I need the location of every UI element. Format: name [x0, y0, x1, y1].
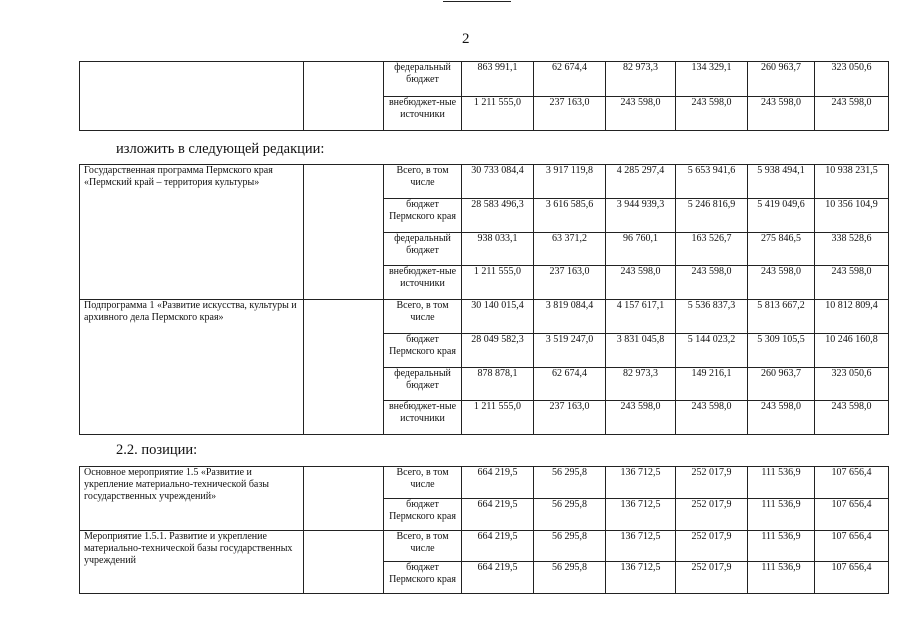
- budget-value: 28 583 496,3: [462, 198, 534, 232]
- budget-value: 243 598,0: [676, 96, 748, 131]
- funding-source: Всего, в том числе: [384, 530, 462, 562]
- blank-column-cell: [304, 62, 384, 131]
- budget-value: 3 519 247,0: [534, 333, 606, 367]
- program-label: Основное мероприятие 1.5 «Развитие и укрепление материально-технической базы государственных учреждений»: [80, 467, 304, 531]
- funding-source: бюджет Пермского края: [384, 198, 462, 232]
- funding-source: бюджет Пермского края: [384, 562, 462, 594]
- budget-value: 5 144 023,2: [676, 333, 748, 367]
- blank-column-cell: [304, 530, 384, 594]
- table-row: [80, 530, 889, 562]
- budget-value: 878 878,1: [462, 367, 534, 401]
- budget-value: 938 033,1: [462, 232, 534, 266]
- budget-value: 10 356 104,9: [815, 198, 889, 232]
- funding-source: федеральный бюджет: [384, 367, 462, 401]
- budget-value: 134 329,1: [676, 62, 748, 97]
- table-row: [80, 300, 889, 334]
- budget-value: 243 598,0: [748, 401, 815, 435]
- budget-value: 136 712,5: [606, 562, 676, 594]
- budget-value: 243 598,0: [606, 96, 676, 131]
- budget-value: 275 846,5: [748, 232, 815, 266]
- budget-value: 243 598,0: [748, 96, 815, 131]
- budget-value: 252 017,9: [676, 530, 748, 562]
- funding-source: бюджет Пермского края: [384, 498, 462, 530]
- budget-value: 96 760,1: [606, 232, 676, 266]
- budget-value: 5 309 105,5: [748, 333, 815, 367]
- budget-value: 323 050,6: [815, 367, 889, 401]
- budget-value: 56 295,8: [534, 498, 606, 530]
- funding-source: федеральный бюджет: [384, 62, 462, 97]
- program-label: [80, 62, 304, 131]
- blank-column-cell: [304, 300, 384, 435]
- budget-value: 107 656,4: [815, 498, 889, 530]
- budget-value: 863 991,1: [462, 62, 534, 97]
- budget-value: 260 963,7: [748, 62, 815, 97]
- table-row: [80, 165, 889, 199]
- heading-new-edition: изложить в следующей редакции:: [116, 141, 325, 157]
- funding-source: внебюджет-ные источники: [384, 401, 462, 435]
- budget-value: 3 831 045,8: [606, 333, 676, 367]
- budget-value: 4 157 617,1: [606, 300, 676, 334]
- blank-column-cell: [304, 467, 384, 531]
- budget-value: 1 211 555,0: [462, 266, 534, 300]
- funding-source: Всего, в том числе: [384, 467, 462, 499]
- budget-value: 62 674,4: [534, 367, 606, 401]
- budget-value: 136 712,5: [606, 530, 676, 562]
- budget-value: 243 598,0: [815, 401, 889, 435]
- budget-value: 111 536,9: [748, 562, 815, 594]
- budget-table-main: [79, 164, 889, 435]
- budget-value: 82 973,3: [606, 62, 676, 97]
- table-row: [80, 467, 889, 499]
- budget-value: 664 219,5: [462, 530, 534, 562]
- budget-value: 252 017,9: [676, 467, 748, 499]
- budget-value: 149 216,1: [676, 367, 748, 401]
- budget-value: 30 733 084,4: [462, 165, 534, 199]
- budget-value: 10 812 809,4: [815, 300, 889, 334]
- budget-value: 111 536,9: [748, 530, 815, 562]
- budget-value: 252 017,9: [676, 562, 748, 594]
- budget-value: 243 598,0: [676, 266, 748, 300]
- budget-value: 136 712,5: [606, 498, 676, 530]
- budget-value: 237 163,0: [534, 266, 606, 300]
- budget-value: 3 944 939,3: [606, 198, 676, 232]
- budget-table-bottom: [79, 466, 889, 594]
- budget-value: 56 295,8: [534, 467, 606, 499]
- budget-value: 107 656,4: [815, 530, 889, 562]
- budget-value: 243 598,0: [606, 266, 676, 300]
- budget-value: 56 295,8: [534, 530, 606, 562]
- budget-value: 5 938 494,1: [748, 165, 815, 199]
- program-label: Подпрограмма 1 «Развитие искусства, культуры и архивного дела Пермского края»: [80, 300, 304, 435]
- budget-value: 252 017,9: [676, 498, 748, 530]
- budget-value: 243 598,0: [606, 401, 676, 435]
- funding-source: федеральный бюджет: [384, 232, 462, 266]
- budget-value: 664 219,5: [462, 562, 534, 594]
- budget-value: 62 674,4: [534, 62, 606, 97]
- budget-value: 107 656,4: [815, 562, 889, 594]
- header-rule: [443, 1, 511, 2]
- budget-value: 664 219,5: [462, 467, 534, 499]
- budget-value: 260 963,7: [748, 367, 815, 401]
- budget-value: 338 528,6: [815, 232, 889, 266]
- budget-value: 664 219,5: [462, 498, 534, 530]
- program-label: Мероприятие 1.5.1. Развитие и укрепление материально-технической базы государственных учреждений: [80, 530, 304, 594]
- blank-column-cell: [304, 165, 384, 300]
- funding-source: внебюджет-ные источники: [384, 96, 462, 131]
- budget-value: 3 819 084,4: [534, 300, 606, 334]
- budget-value: 237 163,0: [534, 96, 606, 131]
- funding-source: бюджет Пермского края: [384, 333, 462, 367]
- budget-value: 5 653 941,6: [676, 165, 748, 199]
- budget-value: 5 419 049,6: [748, 198, 815, 232]
- funding-source: Всего, в том числе: [384, 300, 462, 334]
- budget-value: 111 536,9: [748, 498, 815, 530]
- budget-value: 63 371,2: [534, 232, 606, 266]
- budget-value: 237 163,0: [534, 401, 606, 435]
- budget-value: 323 050,6: [815, 62, 889, 97]
- budget-value: 243 598,0: [748, 266, 815, 300]
- budget-value: 1 211 555,0: [462, 96, 534, 131]
- budget-value: 30 140 015,4: [462, 300, 534, 334]
- budget-value: 82 973,3: [606, 367, 676, 401]
- budget-value: 243 598,0: [815, 266, 889, 300]
- budget-value: 136 712,5: [606, 467, 676, 499]
- budget-value: 10 938 231,5: [815, 165, 889, 199]
- budget-value: 3 616 585,6: [534, 198, 606, 232]
- budget-value: 5 536 837,3: [676, 300, 748, 334]
- heading-positions: 2.2. позиции:: [116, 442, 198, 458]
- budget-value: 10 246 160,8: [815, 333, 889, 367]
- budget-value: 243 598,0: [676, 401, 748, 435]
- budget-value: 5 246 816,9: [676, 198, 748, 232]
- budget-value: 4 285 297,4: [606, 165, 676, 199]
- budget-value: 5 813 667,2: [748, 300, 815, 334]
- budget-value: 243 598,0: [815, 96, 889, 131]
- program-label: Государственная программа Пермского края «Пермский край – территория культуры»: [80, 165, 304, 300]
- table-row: [80, 62, 889, 97]
- funding-source: Всего, в том числе: [384, 165, 462, 199]
- budget-value: 56 295,8: [534, 562, 606, 594]
- budget-table-top: [79, 61, 889, 131]
- page-number: 2: [462, 31, 470, 47]
- budget-value: 107 656,4: [815, 467, 889, 499]
- budget-value: 163 526,7: [676, 232, 748, 266]
- funding-source: внебюджет-ные источники: [384, 266, 462, 300]
- budget-value: 3 917 119,8: [534, 165, 606, 199]
- budget-value: 28 049 582,3: [462, 333, 534, 367]
- budget-value: 111 536,9: [748, 467, 815, 499]
- budget-value: 1 211 555,0: [462, 401, 534, 435]
